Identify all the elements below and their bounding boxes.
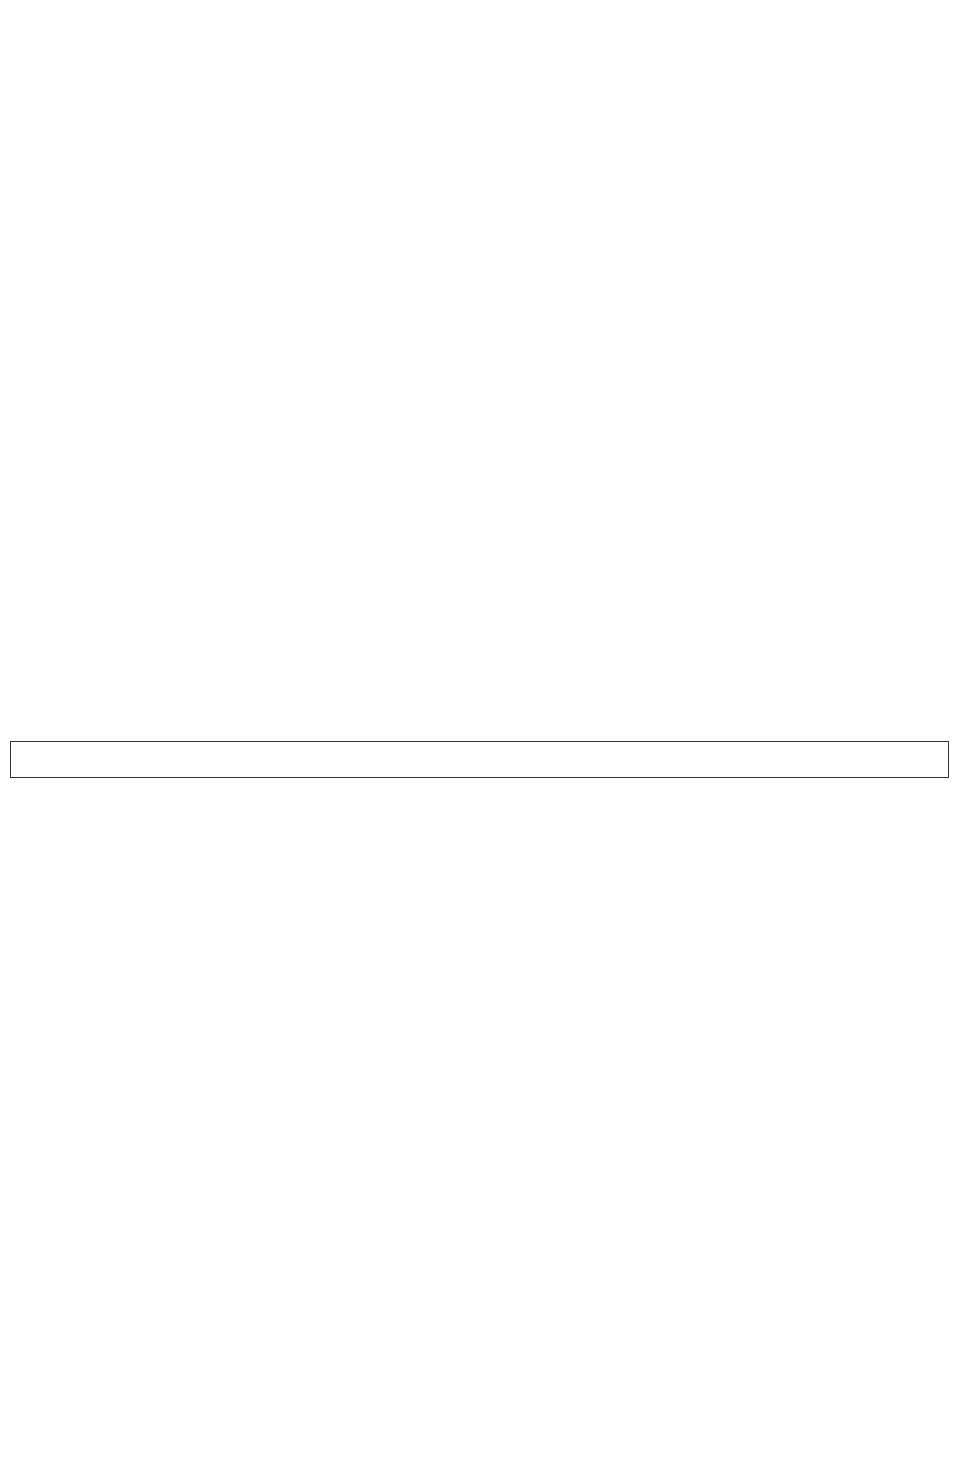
content-table <box>10 741 949 778</box>
table-header <box>11 742 949 778</box>
table-header-row <box>11 742 949 778</box>
